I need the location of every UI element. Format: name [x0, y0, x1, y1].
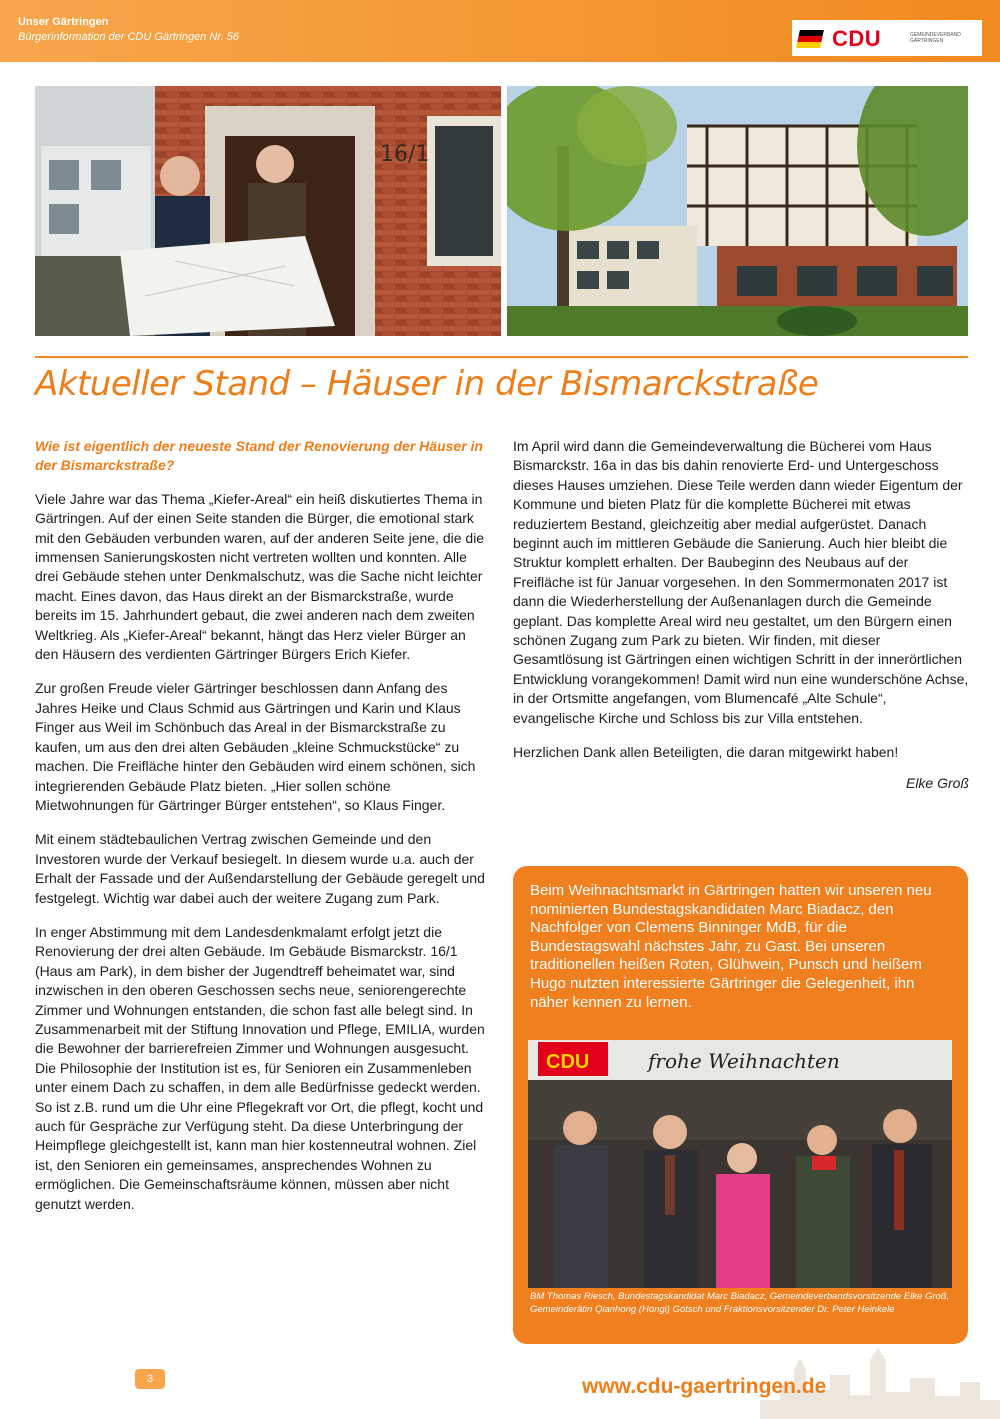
article-paragraph: Viele Jahre war das Thema „Kiefer-Areal“ ein heiß diskutiertes Thema in Gärtringen. Auf der einen Seite standen die Bürger, die emotional stark mit den Gebäuden verbunden waren, auf der anderen Seite jene, die die immensen Sanierungskosten nicht vertreten wollten und konnten. Alle drei Gebäude stehen unter Denkmalschutz, was die Sache nicht leichter macht. Eines davon, das Haus direkt an der Bismarckstraße, wurde bereits im 15. Jahrhundert gebaut, die zwei anderen nach dem zweiten Weltkrieg. Als „Kiefer-Areal“ bekannt, hängt das Herz vieler Bürger an den Häusern des verdienten Gärtringer Bürgers Erich Kiefer.: [35, 490, 485, 663]
publication-title: Unser Gärtringen: [18, 16, 109, 28]
article-headline: Aktueller Stand – Häuser in der Bismarckstraße: [35, 364, 819, 404]
photo-christmas-market-group: [528, 1040, 952, 1288]
article-thanks: Herzlichen Dank allen Beteiligten, die daran mitgewirkt haben!: [513, 744, 899, 761]
cdu-logo[interactable]: [792, 20, 982, 56]
article-paragraph: Mit einem städtebaulichen Vertrag zwischen Gemeinde und den Investoren wurde der Verkauf besiegelt. In diesem wurde u.a. auch der Erhalt der Fassade und der Außendarstellung der Gebäude geregelt und festgelegt. Wichtig war dabei auch der weitere Zugang zum Park.: [35, 831, 485, 906]
article-column-right: [513, 437, 969, 808]
logo-text: CDU: [832, 26, 882, 51]
banner-text: frohe Weihnachten: [648, 1049, 840, 1073]
page-header: [0, 0, 1000, 62]
article-paragraph: Zur großen Freude vieler Gärtringer beschlossen dann Anfang des Jahres Heike und Claus Schmid aus Gärtringen und Karin und Klaus Finger aus Weil im Schönbuch das Areal in der Bismarckstraße zu kaufen, um aus den drei alten Gebäuden „kleine Schmuckstücke“ zu machen. Die Freifläche hinter den Gebäuden wird einem schönen, sich integrierenden Gebäude Platz bieten. „Hier sollen schöne Mietwohnungen für Gärtringer Bürger entstehen“, so Klaus Finger.: [35, 680, 476, 813]
article-paragraph: Im April wird dann die Gemeindeverwaltung die Bücherei vom Haus Bismarckstr. 16a in das bis dahin renovierte Erd- und Untergeschoss dieses Hauses umziehen. Diese Teile werden dann wieder Eigentum der Kommune und bieten Platz für die komplette Bücherei mit etwas reduziertem Bestand, gleichzeitig aber medial aufgerüstet. Danach beginnt auch im mittleren Gebäude die Sanierung. Auch hier bleibt die Struktur komplett erhalten. Der Baubeginn des Neubaus auf der Freifläche ist für Januar vorgesehen. In den Sommermonaten 2017 ist dann die Wiederherstellung der Außenanlagen durch die Gemeinde geplant. Das komplette Areal wird neu gestaltet, um den Bürgern einen schönen Zugang zum Park zu bieten. Wir finden, mit dieser Gesamtlösung ist Gärtringen einen wichtigen Schritt in der innerörtlichen Entwicklung vorangekommen! Damit wird nun eine wunderschöne Achse, in der Ortsmitte angefangen, vom Blumencafé „Alte Schule“, evangelische Kirche und Schloss bis zur Villa entstehen.: [513, 438, 969, 726]
article-paragraph: In enger Abstimmung mit dem Landesdenkmalamt erfolgt jetzt die Renovierung der drei alten Gebäude. Im Gebäude Bismarckstr. 16/1 (Haus am Park), in dem bisher der Jugendtreff beheimatet war, sind inzwischen in den oberen Geschossen sechs neue, seniorengerechte Zimmer und Wohnungen entstanden, die schon fast alle belegt sind. In Zusammenarbeit mit der Stiftung Innovation und Pflege, EMILIA, wurden die Bewohner der barrierefreien Zimmer und Wohnungen ausgesucht. Die Philosophie der Institution ist es, für Senioren ein Zusammenleben unter einem Dach zu schaffen, in dem alle Bedürfnisse gedeckt werden. So ist z.B. rund um die Uhr eine Pflegekraft vor Ort, die pflegt, kocht und auch für Gespräche zur Verfügung steht. Da diese Unterbringung der Heimpflege gleichgestellt ist, kann man hier kostenneutral wohnen. Ziel ist, den Senioren ein gemeinsames, ansprechendes Wohnen zu ermöglichen. Die Gemeinschaftsräume können, müssen aber nicht genutzt werden.: [35, 923, 485, 1212]
infobox-text: Beim Weihnachtsmarkt in Gärtringen hatten wir unseren neu nominierten Bundestagskandidaten Marc Biadacz, den Nachfolger von Clemens Binninger MdB, für die Bundestagswahl nächstes Jahr, zu Gast. Bei unseren traditionellen heißen Roten, Glühwein, Punsch und heißem Hugo nutzten interessierte Gärtringer die Gelegenheit, ihn näher kennen zu lernen.: [530, 882, 932, 1011]
photo-bismarckstrasse-buildings: [507, 86, 968, 336]
photo-caption: BM Thomas Riesch, Bundestagskandidat Marc Biadacz, Gemeindeverbandsvorsitzende Elke Groß, Gemeinderätin Qianhong (Hongi) Gotsch und Fraktionsvorsitzender Dr. Peter Heinkele: [530, 1291, 950, 1315]
headline-rule: [35, 356, 968, 358]
photo-house-16-1: [35, 86, 501, 336]
article-column-left: [35, 437, 491, 1229]
flag-icon: [796, 30, 824, 48]
article-signature: Elke Groß: [905, 774, 969, 791]
house-number: 16/1: [380, 142, 430, 167]
website-link[interactable]: www.cdu-gaertringen.de: [582, 1375, 827, 1398]
banner-logo: CDU: [546, 1051, 590, 1073]
publication-subtitle: Bürgerinformation der CDU Gärtringen Nr. 56: [18, 31, 239, 43]
photo-illustration-right: [507, 86, 968, 336]
page-number: 3: [135, 1369, 165, 1389]
logo-subtext: GEMEINDEVERBAND GÄRTRINGEN: [910, 32, 961, 44]
photo-illustration-left: [35, 86, 501, 336]
article-lead: Wie ist eigentlich der neueste Stand der Renovierung der Häuser in der Bismarckstraße?: [35, 438, 483, 474]
photo-illustration-bottom: [528, 1040, 952, 1288]
